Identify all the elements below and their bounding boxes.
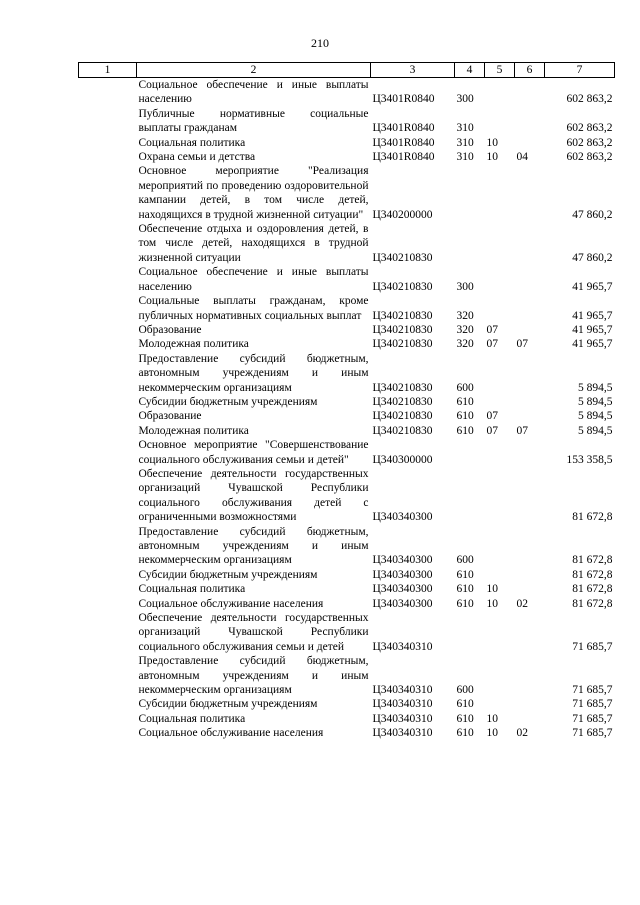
section <box>485 697 515 711</box>
row-name: Предоставление субсидий бюджетным, автономным учреждениям и иным некоммерческим организациям <box>138 525 369 567</box>
blank-cell <box>79 597 137 611</box>
target-code: Ц340200000 <box>372 208 433 221</box>
row-name: Образование <box>138 323 202 336</box>
target-code: Ц340210830 <box>372 424 433 437</box>
amount: 602 863,2 <box>566 93 613 106</box>
target-code: Ц340340300 <box>372 511 433 524</box>
row-name: Социальное обслуживание населения <box>138 727 324 740</box>
target-code: Ц340210830 <box>372 251 433 264</box>
row-name: Обеспечение деятельности государственных организаций Чувашской Республики социального обслуживания детей с ограниченными возможностями <box>138 467 369 524</box>
blank-cell <box>79 265 137 294</box>
table-row <box>79 294 615 323</box>
subsection <box>515 568 545 582</box>
amount: 81 672,8 <box>572 568 613 581</box>
amount: 41 965,7 <box>572 280 613 293</box>
blank-cell <box>79 438 137 467</box>
amount: 71 685,7 <box>572 640 613 653</box>
header-col-2: 2 <box>137 63 371 78</box>
blank-cell <box>79 294 137 323</box>
target-code: Ц340340310 <box>372 640 433 653</box>
section: 10 <box>486 712 498 725</box>
amount: 71 685,7 <box>572 712 613 725</box>
section <box>485 568 515 582</box>
expense-type: 610 <box>456 712 474 725</box>
blank-cell <box>79 107 137 136</box>
section: 10 <box>486 136 498 149</box>
target-code: Ц340300000 <box>372 453 433 466</box>
blank-cell <box>79 150 137 164</box>
row-name: Социальное обеспечение и иные выплаты населению <box>138 79 369 106</box>
row-name: Социальная политика <box>138 712 246 725</box>
row-name: Молодежная политика <box>138 338 249 351</box>
table-row <box>79 395 615 409</box>
header-col-1: 1 <box>79 63 137 78</box>
blank-cell <box>79 611 137 654</box>
subsection: 02 <box>516 727 528 740</box>
blank-cell <box>79 164 137 222</box>
blank-cell <box>79 409 137 423</box>
subsection <box>515 467 545 525</box>
expense-type: 610 <box>456 424 474 437</box>
expense-type: 320 <box>456 323 474 336</box>
amount: 47 860,2 <box>572 208 613 221</box>
expense-type: 610 <box>456 395 474 408</box>
table-row <box>79 712 615 726</box>
expense-type: 300 <box>456 280 474 293</box>
subsection: 07 <box>516 338 528 351</box>
section: 10 <box>486 151 498 164</box>
blank-cell <box>79 424 137 438</box>
table-row <box>79 611 615 654</box>
section: 10 <box>486 597 498 610</box>
blank-cell <box>79 78 137 107</box>
table-row <box>79 78 615 107</box>
subsection <box>515 611 545 654</box>
table-row <box>79 265 615 294</box>
subsection <box>515 712 545 726</box>
section: 07 <box>486 323 498 336</box>
section: 07 <box>486 410 498 423</box>
blank-cell <box>79 525 137 568</box>
expense-type: 600 <box>456 684 474 697</box>
expense-type: 300 <box>456 93 474 106</box>
subsection <box>515 164 545 222</box>
subsection <box>515 438 545 467</box>
table-row <box>79 136 615 150</box>
section <box>485 611 515 654</box>
expense-type <box>455 164 485 222</box>
expense-type: 610 <box>456 597 474 610</box>
table-row <box>79 582 615 596</box>
table-row <box>79 438 615 467</box>
blank-cell <box>79 352 137 395</box>
amount: 41 965,7 <box>572 309 613 322</box>
blank-cell <box>79 568 137 582</box>
amount: 71 685,7 <box>572 698 613 711</box>
table-row <box>79 323 615 337</box>
section <box>485 294 515 323</box>
amount: 5 894,5 <box>578 395 613 408</box>
section: 10 <box>486 727 498 740</box>
section <box>485 222 515 265</box>
table-row <box>79 222 615 265</box>
subsection <box>515 222 545 265</box>
expense-type: 600 <box>456 381 474 394</box>
header-col-3: 3 <box>371 63 455 78</box>
expense-type: 610 <box>456 583 474 596</box>
table-row <box>79 726 615 740</box>
subsection: 07 <box>516 424 528 437</box>
subsection <box>515 78 545 107</box>
row-name: Обеспечение деятельности государственных организаций Чувашской Республики социального обслуживания семьи и детей <box>138 612 369 653</box>
target-code: Ц340340300 <box>372 554 433 567</box>
section <box>485 352 515 395</box>
target-code: Ц340210830 <box>372 280 433 293</box>
amount: 5 894,5 <box>578 424 613 437</box>
table-row <box>79 150 615 164</box>
row-name: Социальное обеспечение и иные выплаты населению <box>138 266 369 293</box>
subsection <box>515 697 545 711</box>
row-name: Социальное обслуживание населения <box>138 597 324 610</box>
row-name: Субсидии бюджетным учреждениям <box>138 568 318 581</box>
header-col-7: 7 <box>545 63 615 78</box>
target-code: Ц340340300 <box>372 583 433 596</box>
blank-cell <box>79 712 137 726</box>
section <box>485 467 515 525</box>
amount: 41 965,7 <box>572 323 613 336</box>
row-name: Основное мероприятие "Совершенствование социального обслуживания семьи и детей" <box>138 439 369 466</box>
table-row <box>79 337 615 351</box>
target-code: Ц340340300 <box>372 597 433 610</box>
expense-type: 310 <box>456 122 474 135</box>
subsection <box>515 136 545 150</box>
subsection <box>515 107 545 136</box>
blank-cell <box>79 697 137 711</box>
target-code: Ц340210830 <box>372 395 433 408</box>
blank-cell <box>79 136 137 150</box>
target-code: Ц3401R0840 <box>372 151 435 164</box>
target-code: Ц340210830 <box>372 323 433 336</box>
blank-cell <box>79 337 137 351</box>
table-row <box>79 467 615 525</box>
amount: 153 358,5 <box>566 453 613 466</box>
table-row <box>79 409 615 423</box>
target-code: Ц3401R0840 <box>372 136 435 149</box>
target-code: Ц340210830 <box>372 410 433 423</box>
row-name: Обеспечение отдыха и оздоровления детей, в том числе детей, находящихся в трудной жизненной ситуации <box>138 223 369 264</box>
row-name: Социальная политика <box>138 583 246 596</box>
section <box>485 395 515 409</box>
page-number: 210 <box>311 36 329 50</box>
section <box>485 265 515 294</box>
target-code: Ц340340310 <box>372 698 433 711</box>
table-row <box>79 352 615 395</box>
row-name: Публичные нормативные социальные выплаты гражданам <box>138 107 369 135</box>
subsection <box>515 395 545 409</box>
subsection <box>515 582 545 596</box>
blank-cell <box>79 582 137 596</box>
subsection <box>515 294 545 323</box>
amount: 602 863,2 <box>566 151 613 164</box>
row-name: Субсидии бюджетным учреждениям <box>138 698 318 711</box>
amount: 47 860,2 <box>572 251 613 264</box>
header-col-6: 6 <box>515 63 545 78</box>
subsection <box>515 525 545 568</box>
section <box>485 525 515 568</box>
target-code: Ц340340310 <box>372 727 433 740</box>
row-name: Социальные выплаты гражданам, кроме публичных нормативных социальных выплат <box>138 295 369 322</box>
table-body <box>79 78 615 741</box>
expense-type <box>455 222 485 265</box>
budget-table <box>78 62 615 741</box>
table-row <box>79 597 615 611</box>
row-name: Предоставление субсидий бюджетным, автономным учреждениям и иным некоммерческим организациям <box>138 655 369 697</box>
amount: 602 863,2 <box>566 136 613 149</box>
subsection <box>515 654 545 697</box>
blank-cell <box>79 726 137 740</box>
section <box>485 654 515 697</box>
amount: 602 863,2 <box>566 122 613 135</box>
amount: 81 672,8 <box>572 597 613 610</box>
target-code: Ц340210830 <box>372 338 433 351</box>
row-name: Основное мероприятие "Реализация мероприятий по проведению оздоровительной кампании детей, в том числе детей, находящихся в трудной жизненной ситуации" <box>138 165 369 221</box>
section: 07 <box>486 338 498 351</box>
blank-cell <box>79 323 137 337</box>
subsection: 04 <box>516 151 528 164</box>
table-header-row <box>79 63 615 78</box>
target-code: Ц340340310 <box>372 684 433 697</box>
blank-cell <box>79 395 137 409</box>
row-name: Социальная политика <box>138 136 246 149</box>
expense-type: 610 <box>456 410 474 423</box>
expense-type: 320 <box>456 309 474 322</box>
amount: 71 685,7 <box>572 727 613 740</box>
section <box>485 164 515 222</box>
blank-cell <box>79 467 137 525</box>
amount: 81 672,8 <box>572 583 613 596</box>
target-code: Ц340210830 <box>372 309 433 322</box>
expense-type <box>455 611 485 654</box>
target-code: Ц340210830 <box>372 381 433 394</box>
blank-cell <box>79 654 137 697</box>
row-name: Предоставление субсидий бюджетным, автономным учреждениям и иным некоммерческим организациям <box>138 352 369 394</box>
expense-type <box>455 438 485 467</box>
subsection <box>515 265 545 294</box>
amount: 81 672,8 <box>572 554 613 567</box>
target-code: Ц340340300 <box>372 568 433 581</box>
expense-type: 610 <box>456 698 474 711</box>
header-col-4: 4 <box>455 63 485 78</box>
expense-type: 320 <box>456 338 474 351</box>
subsection <box>515 409 545 423</box>
blank-cell <box>79 222 137 265</box>
table-row <box>79 424 615 438</box>
target-code: Ц3401R0840 <box>372 122 435 135</box>
expense-type: 610 <box>456 568 474 581</box>
amount: 5 894,5 <box>578 381 613 394</box>
row-name: Субсидии бюджетным учреждениям <box>138 395 318 408</box>
target-code: Ц340340310 <box>372 712 433 725</box>
expense-type: 610 <box>456 727 474 740</box>
table-row <box>79 697 615 711</box>
expense-type: 310 <box>456 136 474 149</box>
target-code: Ц3401R0840 <box>372 93 435 106</box>
table-row <box>79 525 615 568</box>
row-name: Образование <box>138 410 202 423</box>
subsection <box>515 323 545 337</box>
section: 07 <box>486 424 498 437</box>
table-row <box>79 654 615 697</box>
expense-type: 600 <box>456 554 474 567</box>
subsection <box>515 352 545 395</box>
section: 10 <box>486 583 498 596</box>
table-row <box>79 164 615 222</box>
table-row <box>79 568 615 582</box>
section <box>485 438 515 467</box>
amount: 41 965,7 <box>572 338 613 351</box>
section <box>485 107 515 136</box>
expense-type <box>455 467 485 525</box>
amount: 81 672,8 <box>572 511 613 524</box>
subsection: 02 <box>516 597 528 610</box>
header-col-5: 5 <box>485 63 515 78</box>
amount: 71 685,7 <box>572 684 613 697</box>
section <box>485 78 515 107</box>
table-row <box>79 107 615 136</box>
row-name: Молодежная политика <box>138 424 249 437</box>
amount: 5 894,5 <box>578 410 613 423</box>
row-name: Охрана семьи и детства <box>138 151 256 164</box>
expense-type: 310 <box>456 151 474 164</box>
